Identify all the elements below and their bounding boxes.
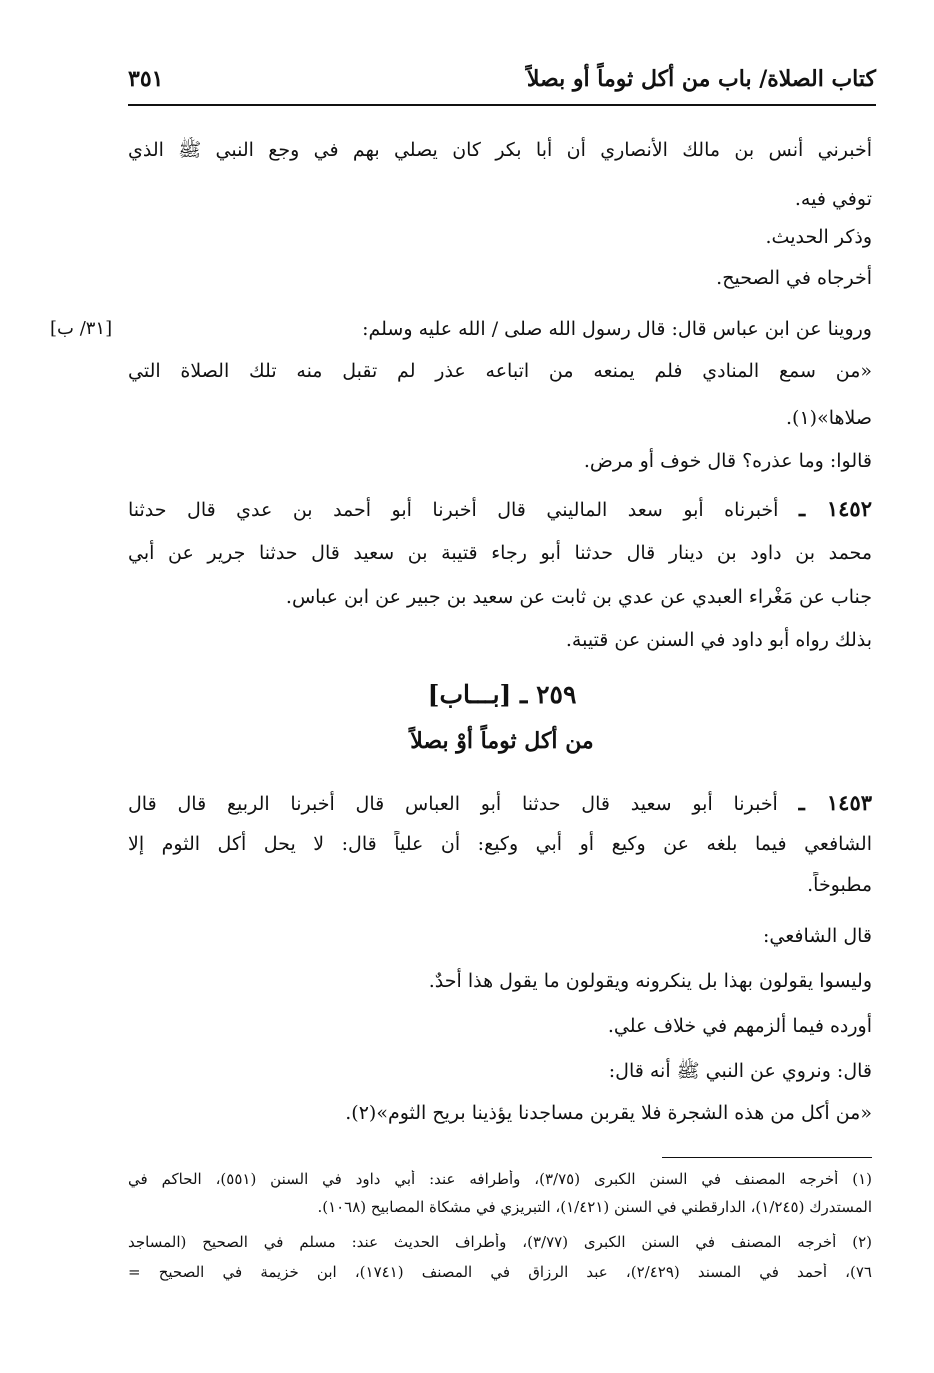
running-title: كتاب الصلاة/ باب من أكل ثوماً أو بصلاً — [526, 66, 876, 92]
text-line: جناب عن مَغْراء العبدي عن عدي بن ثابت عن سعيد بن جبير عن ابن عباس. — [285, 586, 872, 608]
hadith-number: ١٤٥٣ ـ — [798, 790, 872, 815]
text-line: قالوا: وما عذره؟ قال خوف أو مرض. — [583, 450, 872, 472]
footnote-line: (١) أخرجه المصنف في السنن الكبرى (٣/٧٥)، وأطرافه عند: أبي داود في السنن (٥٥١)، الحاكم في — [128, 1170, 872, 1188]
footnote-line: (٢) أخرجه المصنف في السنن الكبرى (٣/٧٧)، وأطراف الحديث عند: مسلم في الصحيح (المساجد — [128, 1233, 872, 1251]
page-header — [128, 60, 876, 104]
text-line: وروينا عن ابن عباس قال: قال رسول الله صلى / الله عليه وسلم: — [362, 318, 872, 340]
header-rule — [128, 104, 876, 106]
text-line: وليسوا يقولون بهذا بل ينكرونه ويقولون ما يقول هذا أحدٌ. — [428, 970, 872, 992]
hadith-1452-line — [128, 494, 872, 524]
text-line: أخرجاه في الصحيح. — [716, 267, 872, 289]
footnote-line: ٧٦)، أحمد في المسند (٢/٤٢٩)، عبد الرزاق في المصنف (١٧٤١)، ابن خزيمة في الصحيح = — [128, 1263, 872, 1281]
manuscript-folio-ref: [٣١/ ب] — [50, 318, 113, 339]
text-line: «من سمع المنادي فلم يمنعه من اتباعه عذر لم تقبل منه تلك الصلاة التي — [128, 360, 872, 382]
text-line: أخبرني أنس بن مالك الأنصاري أن أبا بكر كان يصلي بهم في وجع النبي ﷺ الذي — [128, 139, 872, 161]
text-line: محمد بن داود بن دينار قال حدثنا أبو رجاء قتيبة بن سعيد قال حدثنا جرير عن أبي — [128, 542, 872, 564]
hadith-text: أخبرنا أبو سعيد قال حدثنا أبو العباس قال أخبرنا الربيع قال قال — [128, 793, 778, 815]
text-line: أورده فيما ألزمهم في خلاف علي. — [607, 1015, 872, 1037]
text-line: توفي فيه. — [794, 188, 872, 210]
page-number: ٣٥١ — [128, 66, 164, 92]
hadith-number: ١٤٥٢ ـ — [798, 496, 872, 521]
footnote-line: المستدرك (١/٢٤٥)، الدارقطني في السنن (١/٤٢١)، التبريزي في مشكاة المصابيح (١٠٦٨). — [317, 1198, 872, 1216]
text-line: وذكر الحديث. — [765, 226, 872, 248]
text-line: مطبوخاً. — [807, 874, 872, 896]
hadith-1453-line — [128, 788, 872, 818]
text-line: قال الشافعي: — [762, 925, 872, 947]
text-line: «من أكل من هذه الشجرة فلا يقربن مساجدنا يؤذينا بريح الثوم»(٢). — [345, 1102, 872, 1124]
text-line: الشافعي فيما بلغه عن وكيع أو أبي وكيع: أن علياً قال: لا يحل أكل الثوم إلا — [128, 833, 872, 855]
text-line: قال: ونروي عن النبي ﷺ أنه قال: — [608, 1060, 872, 1082]
hadith-text: أخبرناه أبو سعد الماليني قال أخبرنا أبو أحمد بن عدي قال حدثنا — [128, 499, 779, 521]
footnote-rule — [662, 1157, 872, 1158]
chapter-title: ٢٥٩ ـ [بـــاب] — [427, 680, 577, 709]
text-line: بذلك رواه أبو داود في السنن عن قتيبة. — [565, 629, 872, 651]
chapter-subtitle: من أكل ثوماً أوْ بصلاً — [410, 728, 594, 754]
text-line: صلاها»(١). — [786, 407, 872, 429]
